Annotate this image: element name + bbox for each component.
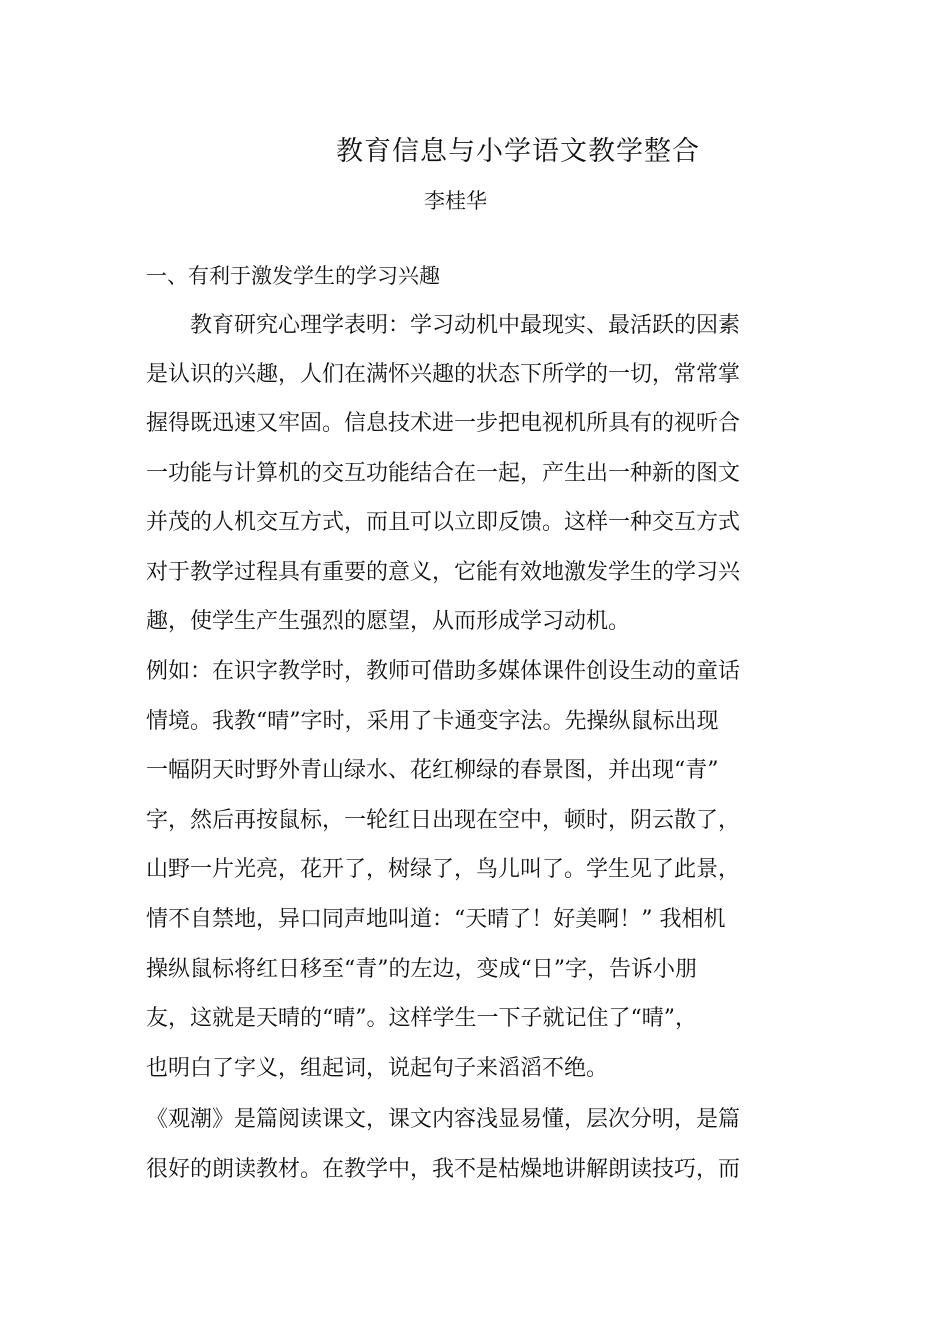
body-line: 字，然后再按鼠标，一轮红日出现在空中，顿时，阴云散了， bbox=[146, 808, 741, 833]
body-line: 情境。我教“晴”字时，采用了卡通变字法。先操纵鼠标出现 bbox=[146, 709, 719, 734]
body-line: 很好的朗读教材。在教学中，我不是枯燥地讲解朗读技巧，而 bbox=[146, 1157, 741, 1182]
body-line: 教育研究心理学表明：学习动机中最现实、最活跃的因素 bbox=[190, 313, 741, 338]
body-line: 《观潮》是篇阅读课文，课文内容浅显易懂，层次分明，是篇 bbox=[146, 1107, 741, 1132]
body-line: 也明白了字义，组起词，说起句子来滔滔不绝。 bbox=[146, 1056, 609, 1081]
body-line: 情不自禁地，异口同声地叫道：“天晴了！好美啊！” 我相机 bbox=[146, 907, 726, 932]
body-line: 友，这就是天晴的“晴”。这样学生一下子就记住了“晴”， bbox=[146, 1006, 697, 1031]
document-title: 教育信息与小学语文教学整合 bbox=[336, 136, 700, 167]
body-line: 例如：在识字教学时，教师可借助多媒体课件创设生动的童话 bbox=[146, 659, 741, 684]
body-line: 握得既迅速又牢固。信息技术进一步把电视机所具有的视听合 bbox=[146, 411, 741, 436]
body-line: 趣，使学生产生强烈的愿望，从而形成学习动机。 bbox=[146, 609, 631, 634]
body-line: 山野一片光亮，花开了，树绿了，鸟儿叫了。学生见了此景， bbox=[146, 857, 741, 882]
body-line: 操纵鼠标将红日移至“青”的左边，变成“日”字，告诉小朋 bbox=[146, 957, 697, 982]
section-heading: 一、有利于激发学生的学习兴趣 bbox=[146, 264, 440, 288]
body-line: 对于教学过程具有重要的意义，它能有效地激发学生的学习兴 bbox=[146, 560, 741, 585]
body-line: 一幅阴天时野外青山绿水、花红柳绿的春景图，并出现“青” bbox=[146, 758, 719, 783]
body-line: 是认识的兴趣，人们在满怀兴趣的状态下所学的一切，常常掌 bbox=[146, 362, 741, 387]
body-line: 并茂的人机交互方式，而且可以立即反馈。这样一种交互方式 bbox=[146, 510, 741, 535]
body-line: 一功能与计算机的交互功能结合在一起，产生出一种新的图文 bbox=[146, 461, 741, 486]
author-name: 李桂华 bbox=[424, 189, 487, 213]
